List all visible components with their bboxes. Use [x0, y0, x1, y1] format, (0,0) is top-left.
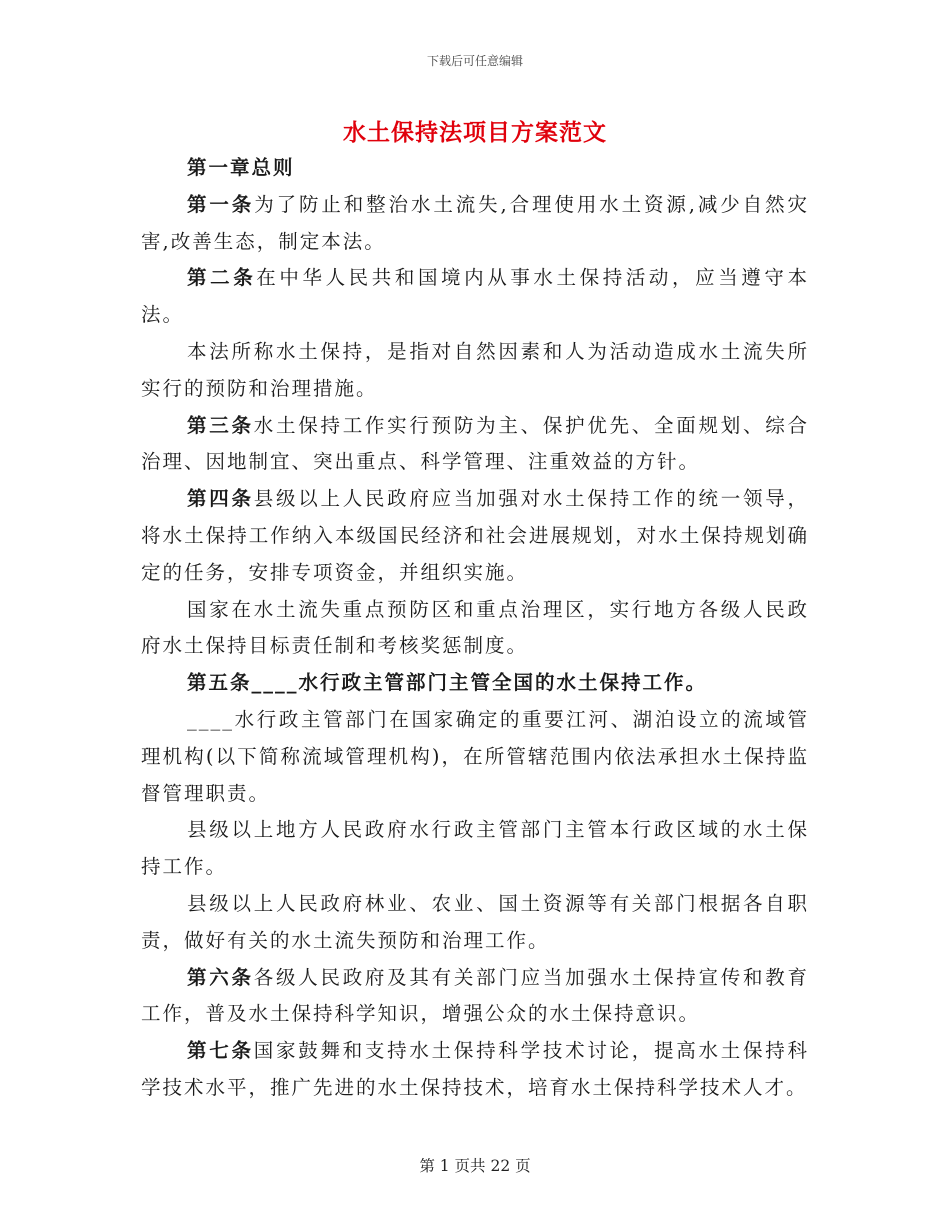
article-text: 县级以上人民政府应当加强对水土保持工作的统一领导，将水土保持工作纳入本级国民经济和社会进展规划，对水土保持规划确定的任务，安排专项资金，并组织实施。: [141, 487, 809, 584]
document-title: 水土保持法项目方案范文: [343, 120, 607, 146]
article-label: 第一条: [187, 192, 255, 216]
article-label: 第二条: [187, 266, 257, 290]
article-text: 为了防止和整治水土流失,合理使用水土资源,减少自然灾害,改善生态，制定本法。: [141, 192, 809, 253]
article-text: 各级人民政府及其有关部门应当加强水土保持宣传和教育工作，普及水土保持科学知识，增强公众的水土保持意识。: [141, 965, 809, 1026]
paragraph-text: 国家在水土流失重点预防区和重点治理区，实行地方各级人民政府水土保持目标责任制和考核奖惩制度。: [141, 597, 809, 658]
paragraph-text: 县级以上地方人民政府水行政主管部门主管本行政区域的水土保持工作。: [141, 818, 809, 879]
article-label: 第三条: [187, 413, 254, 437]
paragraph: [141, 886, 809, 960]
article-3: [141, 408, 809, 482]
article-label: 第五条____水行政主管部门主管全国的水土保持工作。: [187, 671, 708, 695]
page-header: 下载后可任意编辑: [426, 54, 523, 68]
article-label: 第六条: [187, 965, 254, 989]
article-2: [141, 260, 809, 334]
article-1: [141, 187, 809, 261]
article-5: [141, 665, 809, 702]
paragraph-text: ____水行政主管部门在国家确定的重要江河、湖泊设立的流域管理机构(以下简称流域管理机构)，在所管辖范围内依法承担水土保持监督管理职责。: [141, 707, 809, 805]
article-7: [141, 1033, 809, 1107]
document-body: [141, 150, 809, 1107]
article-label: 第四条: [187, 487, 254, 511]
paragraph: [141, 592, 809, 666]
page-footer: 第 1 页共 22 页: [419, 1157, 531, 1175]
paragraph-text: 县级以上人民政府林业、农业、国土资源等有关部门根据各自职责，做好有关的水土流失预防和治理工作。: [141, 891, 809, 952]
article-text: 国家鼓舞和支持水土保持科学技术讨论，提高水土保持科学技术水平，推广先进的水土保持技术，培育水土保持科学技术人才。: [141, 1039, 809, 1099]
paragraph: [141, 334, 809, 408]
paragraph: [141, 702, 809, 812]
article-6: [141, 960, 809, 1034]
paragraph-text: 本法所称水土保持，是指对自然因素和人为活动造成水土流失所实行的预防和治理措施。: [141, 339, 809, 400]
article-text: 在中华人民共和国境内从事水土保持活动，应当遵守本法。: [141, 266, 809, 327]
article-text: 水土保持工作实行预防为主、保护优先、全面规划、综合治理、因地制宜、突出重点、科学管理、注重效益的方针。: [141, 413, 809, 474]
article-4: [141, 481, 809, 591]
paragraph: [141, 812, 809, 886]
article-label: 第七条: [187, 1039, 254, 1063]
chapter-heading: 第一章总则: [187, 156, 295, 179]
